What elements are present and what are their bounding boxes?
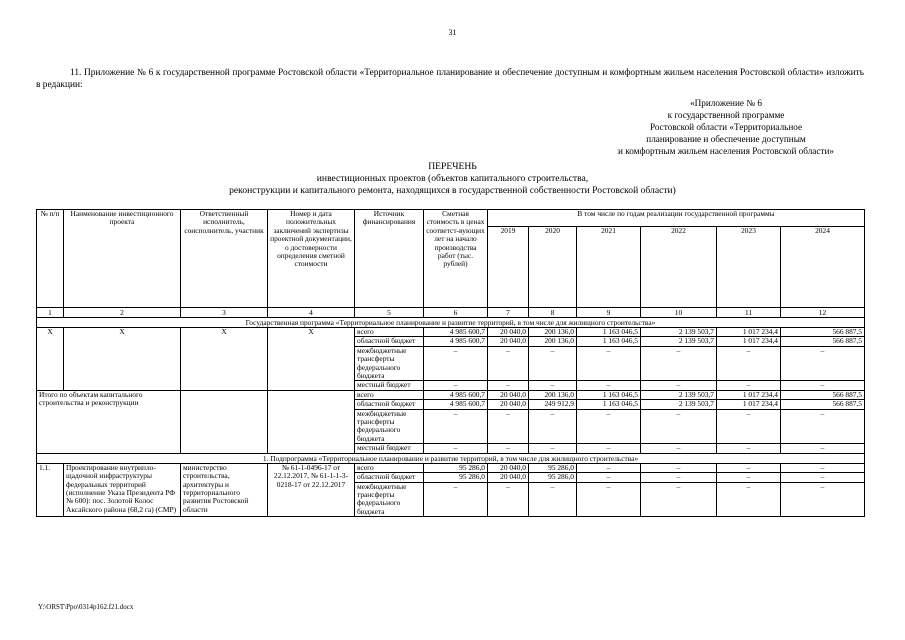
value-cell: –: [641, 346, 717, 381]
value-cell: –: [529, 482, 577, 517]
value-cell: –: [529, 409, 577, 444]
value-cell: 249 912,9: [529, 400, 577, 409]
section-row: [37, 453, 865, 463]
marker-cell: X: [64, 328, 181, 391]
source-cell: межбюджетные трансферты федерального бюджета: [355, 482, 424, 517]
header-year: 2024: [781, 227, 865, 308]
column-number: 7: [488, 308, 529, 318]
header-cost: Сметная стоимость в ценах соответст-вующих лет на начало производства работ (тыс. рублей): [424, 210, 488, 308]
subprogram-section-title: 1. Подпрограмма «Территориальное планирование и развитие территорий, в том числе для жилищного строительства»: [37, 453, 865, 463]
source-cell: всего: [355, 463, 424, 472]
value-cell: 95 286,0: [529, 473, 577, 482]
column-number: 12: [781, 308, 865, 318]
header-year: 2021: [577, 227, 641, 308]
appendix-line: и комфортным жильем населения Ростовской области»: [618, 146, 834, 156]
table-row: [37, 463, 865, 472]
value-cell: –: [488, 346, 529, 381]
column-number: 10: [641, 308, 717, 318]
document-title: [0, 161, 905, 197]
value-cell: –: [641, 473, 717, 482]
header-source: Источник финансирования: [355, 210, 424, 308]
value-cell: 1 163 046,5: [577, 390, 641, 399]
empty-cell: [181, 390, 268, 453]
value-cell: –: [717, 444, 781, 453]
value-cell: –: [781, 444, 865, 453]
value-cell: 1 163 046,5: [577, 328, 641, 337]
value-cell: 20 040,0: [488, 337, 529, 346]
header-year: 2022: [641, 227, 717, 308]
source-cell: областной бюджет: [355, 400, 424, 409]
value-cell: –: [641, 444, 717, 453]
title-line: реконструкции и капитального ремонта, находящихся в государственной собственности Ростовской области): [229, 185, 676, 196]
value-cell: 2 139 503,7: [641, 400, 717, 409]
header-years-group: В том числе по годам реализации государственной программы: [488, 210, 865, 227]
value-cell: 2 139 503,7: [641, 328, 717, 337]
value-cell: 95 286,0: [424, 473, 488, 482]
value-cell: –: [641, 463, 717, 472]
investment-table-wrapper: [36, 209, 864, 517]
column-numbers-row: [37, 308, 865, 318]
value-cell: –: [717, 463, 781, 472]
value-cell: –: [781, 463, 865, 472]
value-cell: 95 286,0: [424, 463, 488, 472]
value-cell: 200 136,0: [529, 337, 577, 346]
project-name: Проектирование внутрипло-щадочной инфраструктуры федеральных территорий (исполнение Указа Президента РФ № 600): пос. Золотой Колос Аксайского района (68,2 га) (СМР): [64, 463, 181, 516]
value-cell: –: [577, 463, 641, 472]
value-cell: 20 040,0: [488, 390, 529, 399]
header-year: 2019: [488, 227, 529, 308]
value-cell: 4 985 600,7: [424, 337, 488, 346]
appendix-line: планирование и обеспечение доступным: [646, 134, 806, 144]
value-cell: 1 163 046,5: [577, 400, 641, 409]
investment-table: [36, 209, 865, 517]
appendix-line: к государственной программе: [667, 110, 785, 120]
project-executor: министерство строительства, архитектуры и территориального развития Ростовской области: [181, 463, 268, 516]
value-cell: –: [781, 346, 865, 381]
column-number: 11: [717, 308, 781, 318]
source-cell: межбюджетные трансферты федерального бюджета: [355, 346, 424, 381]
value-cell: –: [424, 409, 488, 444]
column-number: 3: [181, 308, 268, 318]
header-row: [37, 210, 865, 227]
source-cell: всего: [355, 328, 424, 337]
value-cell: 200 136,0: [529, 328, 577, 337]
column-number: 2: [64, 308, 181, 318]
title-heading: ПЕРЕЧЕНЬ: [428, 161, 477, 172]
file-path-footer: Y:\ORST\Ppo\0314p162.f21.docx: [38, 603, 134, 611]
value-cell: –: [424, 444, 488, 453]
value-cell: –: [529, 444, 577, 453]
value-cell: –: [488, 482, 529, 517]
marker-cell: X: [268, 328, 355, 391]
value-cell: –: [717, 381, 781, 390]
header-expertise: Номер и дата положительных заключений экспертизы проектной документации, о достоверности определения сметной стоимости: [268, 210, 355, 308]
source-cell: местный бюджет: [355, 381, 424, 390]
value-cell: 2 139 503,7: [641, 390, 717, 399]
appendix-line: Ростовской области «Территориальное: [649, 122, 803, 132]
source-cell: областной бюджет: [355, 337, 424, 346]
appendix-header: [591, 97, 861, 157]
value-cell: –: [529, 346, 577, 381]
value-cell: –: [717, 409, 781, 444]
value-cell: –: [577, 473, 641, 482]
value-cell: 566 887,5: [781, 337, 865, 346]
value-cell: 4 985 600,7: [424, 390, 488, 399]
value-cell: 2 139 503,7: [641, 337, 717, 346]
intro-paragraph: 11. Приложение № 6 к государственной программе Ростовской области «Территориальное планирование и обеспечение доступным и комфортным жильем населения Ростовской области» изложить в редакции:: [36, 68, 864, 90]
value-cell: 20 040,0: [488, 328, 529, 337]
column-number: 5: [355, 308, 424, 318]
value-cell: –: [488, 444, 529, 453]
value-cell: –: [641, 409, 717, 444]
value-cell: –: [641, 482, 717, 517]
column-number: 9: [577, 308, 641, 318]
value-cell: –: [577, 381, 641, 390]
value-cell: –: [424, 482, 488, 517]
project-expertise: № 61-1-0496-17 от 22.12.2017, № 61-1-1-3-0218-17 от 22.12.2017: [268, 463, 355, 516]
value-cell: 1 163 046,5: [577, 337, 641, 346]
appendix-line: «Приложение № 6: [690, 98, 762, 108]
section-row: [37, 318, 865, 328]
column-number: 8: [529, 308, 577, 318]
value-cell: 200 136,0: [529, 390, 577, 399]
value-cell: 1 017 234,4: [717, 337, 781, 346]
value-cell: –: [717, 482, 781, 517]
header-name: Наименование инвестиционного проекта: [64, 210, 181, 308]
header-year: 2023: [717, 227, 781, 308]
value-cell: –: [781, 473, 865, 482]
source-cell: областной бюджет: [355, 473, 424, 482]
header-year: 2020: [529, 227, 577, 308]
value-cell: 20 040,0: [488, 463, 529, 472]
program-section-title: Государственная программа «Территориальное планирование и развитие территорий, в том числе для жилищного строительства»: [37, 318, 865, 328]
value-cell: –: [424, 381, 488, 390]
marker-cell: X: [37, 328, 64, 391]
column-number: 6: [424, 308, 488, 318]
value-cell: –: [577, 409, 641, 444]
value-cell: 1 017 234,4: [717, 328, 781, 337]
value-cell: –: [577, 444, 641, 453]
row-number: 1.1.: [37, 463, 64, 516]
value-cell: –: [717, 346, 781, 381]
source-cell: межбюджетные трансферты федерального бюджета: [355, 409, 424, 444]
value-cell: 1 017 234,4: [717, 400, 781, 409]
value-cell: –: [577, 346, 641, 381]
value-cell: 20 040,0: [488, 473, 529, 482]
marker-cell: X: [181, 328, 268, 391]
value-cell: –: [717, 473, 781, 482]
header-no: № п/п: [37, 210, 64, 308]
page-number: 31: [448, 28, 457, 37]
table-row: [37, 328, 865, 337]
header-executor: Ответственный исполнитель, соисполнитель, участник: [181, 210, 268, 308]
value-cell: 1 017 234,4: [717, 390, 781, 399]
total-label: Итого по объектам капитального строительства и реконструкции: [37, 390, 181, 453]
value-cell: –: [424, 346, 488, 381]
table-row: [37, 390, 865, 399]
source-cell: всего: [355, 390, 424, 399]
column-number: 1: [37, 308, 64, 318]
value-cell: 4 985 600,7: [424, 328, 488, 337]
value-cell: –: [781, 409, 865, 444]
value-cell: 4 985 600,7: [424, 400, 488, 409]
value-cell: 20 040,0: [488, 400, 529, 409]
value-cell: –: [488, 381, 529, 390]
value-cell: –: [577, 482, 641, 517]
value-cell: –: [781, 482, 865, 517]
value-cell: 566 887,5: [781, 390, 865, 399]
value-cell: 95 286,0: [529, 463, 577, 472]
value-cell: –: [641, 381, 717, 390]
empty-cell: [268, 390, 355, 453]
source-cell: местный бюджет: [355, 444, 424, 453]
value-cell: –: [781, 381, 865, 390]
value-cell: 566 887,5: [781, 400, 865, 409]
value-cell: –: [488, 409, 529, 444]
title-line: инвестиционных проектов (объектов капитального строительства,: [316, 173, 589, 184]
value-cell: –: [529, 381, 577, 390]
value-cell: 566 887,5: [781, 328, 865, 337]
column-number: 4: [268, 308, 355, 318]
